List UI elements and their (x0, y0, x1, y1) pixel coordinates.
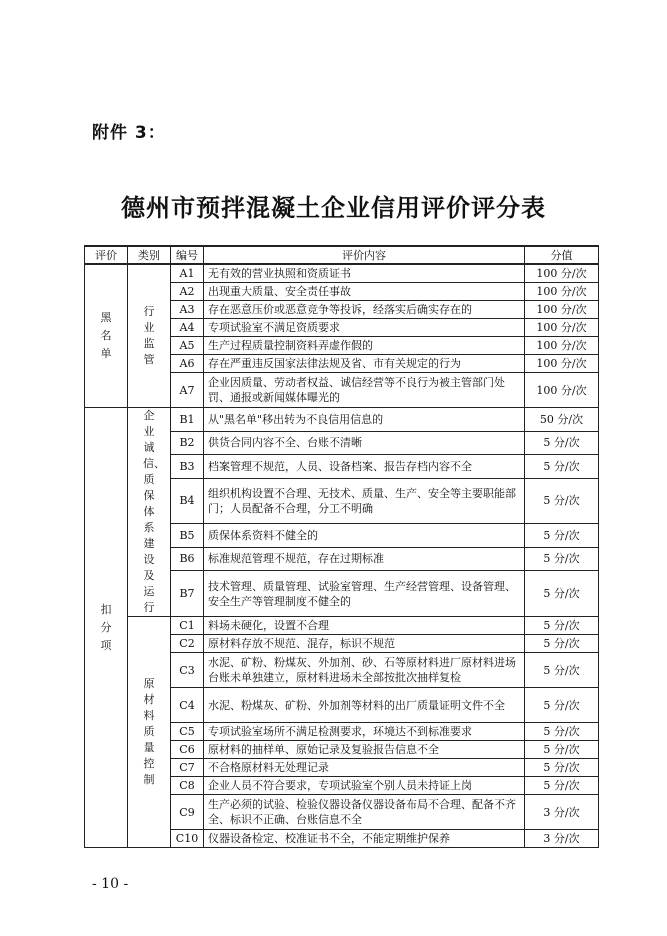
code-cell: B2 (171, 431, 204, 455)
category-cell-industry-supervision: 行业监管 (128, 264, 171, 408)
score-cell: 5 分/次 (525, 653, 599, 688)
code-cell: B6 (171, 547, 204, 571)
code-cell: A5 (171, 337, 204, 355)
content-cell: 不合格原材料无处理记录 (204, 759, 525, 777)
header-code: 编号 (171, 246, 204, 264)
table-header-row (85, 246, 599, 264)
content-cell: 质保体系资料不健全的 (204, 524, 525, 548)
content-cell: 仪器设备检定、校准证书不全，不能定期维护保养 (204, 830, 525, 848)
page-title: 德州市预拌混凝土企业信用评价评分表 (121, 193, 546, 222)
content-cell: 生产过程质量控制资料弄虚作假的 (204, 337, 525, 355)
content-cell: 原材料存放不规范、混存，标识不规范 (204, 635, 525, 653)
score-cell: 100 分/次 (525, 283, 599, 301)
code-cell: A7 (171, 373, 204, 408)
score-cell: 50 分/次 (525, 408, 599, 432)
content-cell: 原材料的抽样单、原始记录及复验报告信息不全 (204, 741, 525, 759)
content-cell: 组织机构设置不合理、无技术、质量、生产、安全等主要职能部门；人员配备不合理，分工不明确 (204, 478, 525, 524)
header-category: 类别 (128, 246, 171, 264)
rating-cell-deduction: 扣分项 (85, 408, 128, 848)
code-cell: B3 (171, 455, 204, 479)
score-cell: 5 分/次 (525, 524, 599, 548)
table-row (85, 617, 599, 635)
table-row (85, 408, 599, 432)
rating-cell-blacklist: 黑名单 (85, 264, 128, 408)
category-cell-raw-material-quality: 原材料质量控制 (128, 617, 171, 848)
scoring-table (84, 245, 599, 848)
content-cell: 存在严重违反国家法律法规及省、市有关规定的行为 (204, 355, 525, 373)
code-cell: C7 (171, 759, 204, 777)
score-cell: 5 分/次 (525, 478, 599, 524)
score-cell: 100 分/次 (525, 337, 599, 355)
code-cell: C2 (171, 635, 204, 653)
category-cell-integrity-quality-system: 企业诚信、质保体系建设及运行 (128, 408, 171, 617)
content-cell: 专项试验室不满足资质要求 (204, 319, 525, 337)
score-cell: 100 分/次 (525, 355, 599, 373)
score-cell: 5 分/次 (525, 723, 599, 741)
code-cell: A4 (171, 319, 204, 337)
content-cell: 技术管理、质量管理、试验室管理、生产经营管理、设备管理、安全生产等管理制度不健全的 (204, 571, 525, 617)
code-cell: C3 (171, 653, 204, 688)
code-cell: C6 (171, 741, 204, 759)
content-cell: 从"黑名单"移出转为不良信用信息的 (204, 408, 525, 432)
score-cell: 5 分/次 (525, 741, 599, 759)
code-cell: C8 (171, 777, 204, 795)
score-cell: 100 分/次 (525, 373, 599, 408)
score-cell: 5 分/次 (525, 688, 599, 723)
code-cell: A1 (171, 264, 204, 283)
score-cell: 5 分/次 (525, 777, 599, 795)
score-cell: 5 分/次 (525, 431, 599, 455)
code-cell: C10 (171, 830, 204, 848)
table-row (85, 264, 599, 283)
content-cell: 存在恶意压价或恶意竞争等投诉，经落实后确实存在的 (204, 301, 525, 319)
score-cell: 3 分/次 (525, 795, 599, 830)
content-cell: 出现重大质量、安全责任事故 (204, 283, 525, 301)
header-score: 分值 (525, 246, 599, 264)
content-cell: 水泥、粉煤灰、矿粉、外加剂等材料的出厂质量证明文件不全 (204, 688, 525, 723)
code-cell: C5 (171, 723, 204, 741)
content-cell: 企业因质量、劳动者权益、诚信经营等不良行为被主管部门处罚、通报或新闻媒体曝光的 (204, 373, 525, 408)
content-cell: 供货合同内容不全、台账不清晰 (204, 431, 525, 455)
content-cell: 生产必须的试验、检验仪器设备仪器设备布局不合理、配备不齐全、标识不正确、台账信息不全 (204, 795, 525, 830)
content-cell: 无有效的营业执照和资质证书 (204, 264, 525, 283)
content-cell: 标准规范管理不规范，存在过期标准 (204, 547, 525, 571)
score-cell: 100 分/次 (525, 319, 599, 337)
code-cell: A2 (171, 283, 204, 301)
score-cell: 5 分/次 (525, 547, 599, 571)
score-cell: 3 分/次 (525, 830, 599, 848)
attachment-label: 附件 3： (92, 123, 166, 143)
code-cell: B7 (171, 571, 204, 617)
code-cell: A6 (171, 355, 204, 373)
score-cell: 5 分/次 (525, 617, 599, 635)
content-cell: 档案管理不规范，人员、设备档案、报告存档内容不全 (204, 455, 525, 479)
code-cell: B1 (171, 408, 204, 432)
score-cell: 5 分/次 (525, 635, 599, 653)
header-content: 评价内容 (204, 246, 525, 264)
code-cell: C9 (171, 795, 204, 830)
score-cell: 100 分/次 (525, 301, 599, 319)
header-rating: 评价 (85, 246, 128, 264)
page-number: - 10 - (92, 876, 129, 892)
code-cell: B5 (171, 524, 204, 548)
code-cell: B4 (171, 478, 204, 524)
content-cell: 企业人员不符合要求，专项试验室个别人员未持证上岗 (204, 777, 525, 795)
score-cell: 5 分/次 (525, 455, 599, 479)
content-cell: 料场未硬化，设置不合理 (204, 617, 525, 635)
content-cell: 水泥、矿粉、粉煤灰、外加剂、砂、石等原材料进厂原材料进场台账未单独建立，原材料进场未全部按批次抽样复检 (204, 653, 525, 688)
score-cell: 5 分/次 (525, 571, 599, 617)
score-cell: 100 分/次 (525, 264, 599, 283)
code-cell: C1 (171, 617, 204, 635)
content-cell: 专项试验室场所不满足检测要求，环境达不到标准要求 (204, 723, 525, 741)
code-cell: A3 (171, 301, 204, 319)
score-cell: 5 分/次 (525, 759, 599, 777)
code-cell: C4 (171, 688, 204, 723)
